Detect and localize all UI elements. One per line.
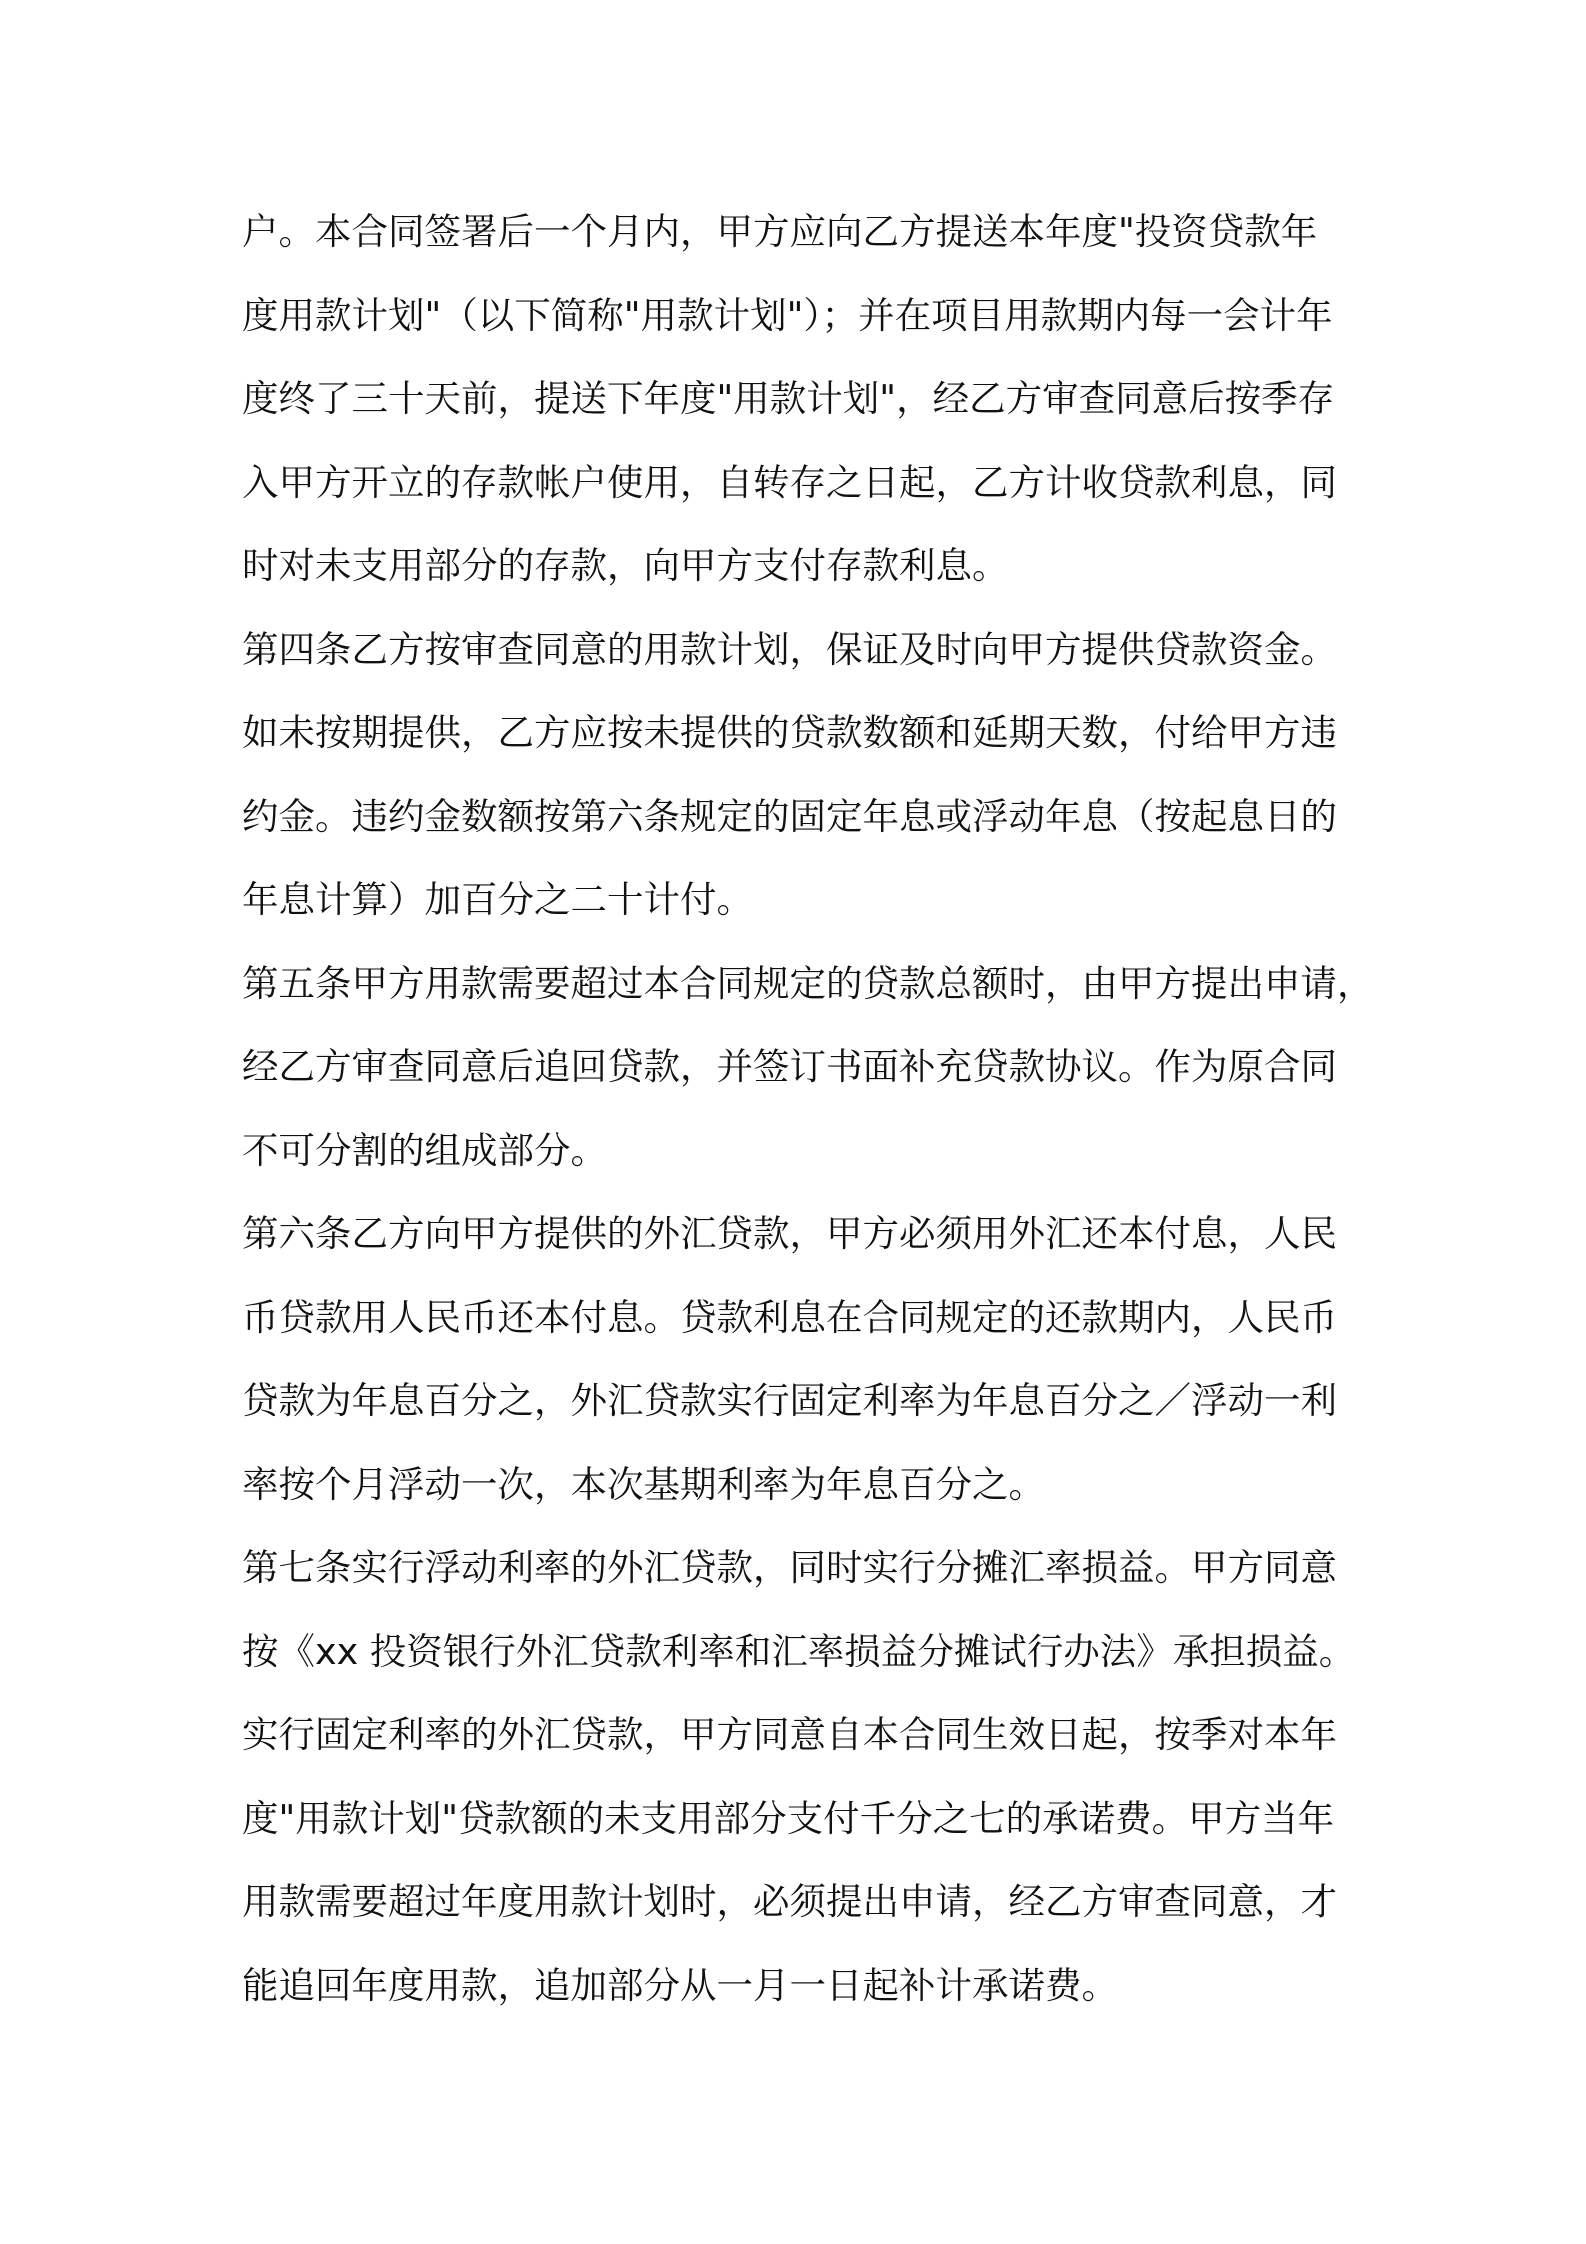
text-line: 实行固定利率的外汇贷款，甲方同意自本合同生效日起，按季对本年	[242, 1713, 1337, 1756]
text-line: 年息计算）加百分之二十计付。	[242, 878, 753, 921]
text-line: 率按个月浮动一次，本次基期利率为年息百分之。	[242, 1462, 1045, 1506]
text-line: 第四条乙方按审查同意的用款计划，保证及时向甲方提供贷款资金。	[242, 627, 1337, 671]
text-line: 时对未支用部分的存款，向甲方支付存款利息。	[242, 544, 1009, 587]
text-line: 户。本合同签署后一个月内，甲方应向乙方提送本年度"投资贷款年	[242, 210, 1318, 253]
text-line: 币贷款用人民币还本付息。贷款利息在合同规定的还款期内，人民币	[242, 1295, 1337, 1339]
text-line: 第六条乙方向甲方提供的外汇贷款，甲方必须用外汇还本付息，人民	[242, 1212, 1337, 1255]
text-line: 如未按期提供，乙方应按未提供的贷款数额和延期天数，付给甲方违	[242, 711, 1337, 754]
text-line: 度终了三十天前，提送下年度"用款计划"，经乙方审查同意后按季存	[242, 377, 1335, 420]
text-line: 约金。违约金数额按第六条规定的固定年息或浮动年息（按起息日的	[242, 794, 1337, 838]
text-line: 经乙方审查同意后追回贷款，并签订书面补充贷款协议。作为原合同	[242, 1045, 1337, 1088]
text-line: 第五条甲方用款需要超过本合同规定的贷款总额时，由甲方提出申请，	[242, 961, 1374, 1005]
contract-body	[242, 190, 1374, 2027]
text-line: 入甲方开立的存款帐户使用，自转存之日起，乙方计收贷款利息，同	[242, 460, 1337, 504]
text-line: 度用款计划"（以下简称"用款计划"）；并在项目用款期内每一会计年	[242, 293, 1333, 337]
text-line: 能追回年度用款，追加部分从一月一日起补计承诺费。	[242, 1963, 1118, 2007]
text-line: 用款需要超过年度用款计划时，必须提出申请，经乙方审查同意，才	[242, 1880, 1337, 1923]
text-line: 贷款为年息百分之，外汇贷款实行固定利率为年息百分之／浮动一利	[242, 1379, 1337, 1422]
text-line: 第七条实行浮动利率的外汇贷款，同时实行分摊汇率损益。甲方同意	[242, 1546, 1337, 1589]
text-line: 按《xx 投资银行外汇贷款利率和汇率损益分摊试行办法》承担损益。	[242, 1629, 1356, 1673]
text-line: 度"用款计划"贷款额的未支用部分支付千分之七的承诺费。甲方当年	[242, 1796, 1335, 1840]
text-line: 不可分割的组成部分。	[242, 1128, 607, 1172]
